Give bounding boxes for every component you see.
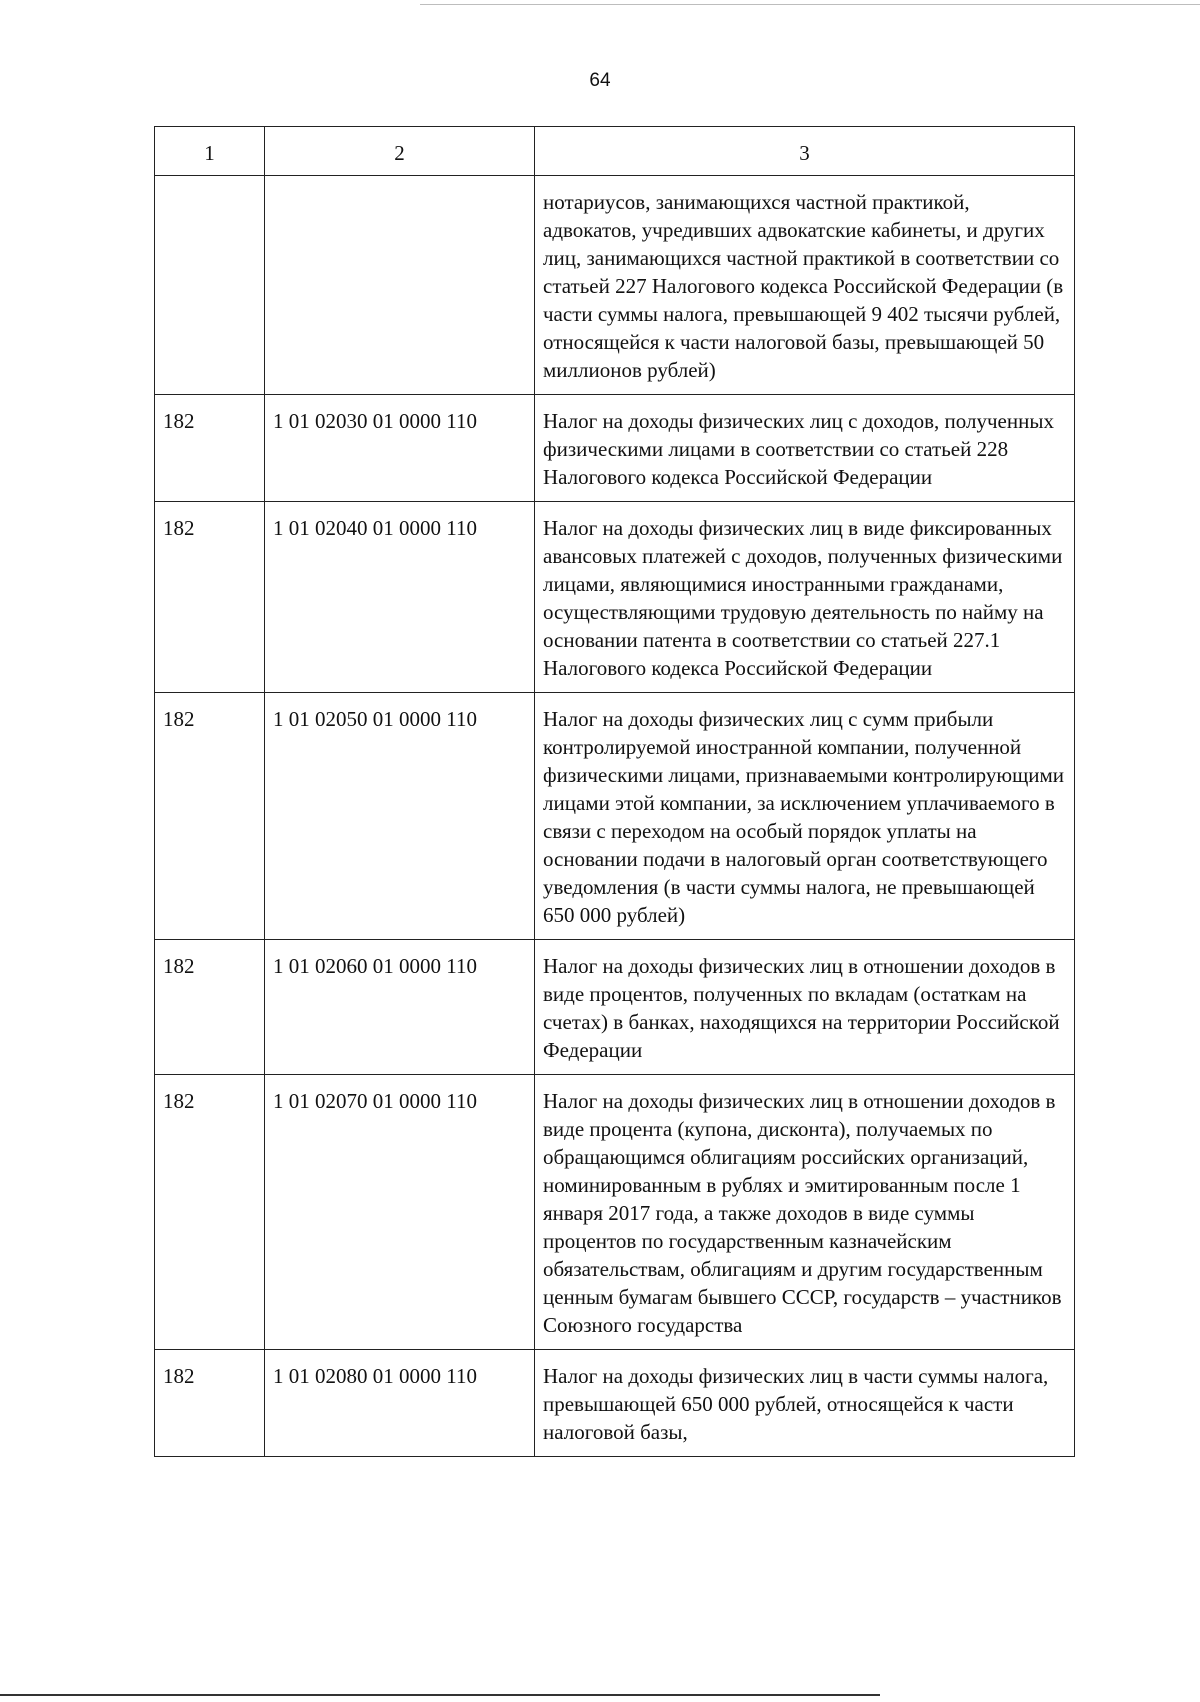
table-row bbox=[155, 1350, 1075, 1457]
page-number: 64 bbox=[589, 70, 611, 91]
description-cell: Налог на доходы физических лиц в отношении доходов в виде процента (купона, дисконта), получаемых по обращающимся облигациям российских организаций, номинированным в рублях и эмитированным после 1 января 2017 года, а также доходов в виде суммы процентов по государственным казначейским обязательствам, облигациям и другим государственным ценным бумагам бывшего СССР, государств – участников Союзного государства bbox=[535, 1075, 1075, 1350]
admin-code-cell: 182 bbox=[155, 940, 265, 1075]
revenue-codes-table bbox=[154, 126, 1075, 1457]
admin-code-cell: 182 bbox=[155, 1075, 265, 1350]
kbk-code-cell: 1 01 02030 01 0000 110 bbox=[265, 395, 535, 502]
table-row bbox=[155, 1075, 1075, 1350]
table-header-row bbox=[155, 127, 1075, 176]
table-row bbox=[155, 176, 1075, 395]
admin-code-cell: 182 bbox=[155, 1350, 265, 1457]
admin-code-cell bbox=[155, 176, 265, 395]
scan-edge-line-top bbox=[420, 4, 1200, 5]
kbk-code-cell: 1 01 02080 01 0000 110 bbox=[265, 1350, 535, 1457]
description-cell: Налог на доходы физических лиц в части суммы налога, превышающей 650 000 рублей, относящейся к части налоговой базы, bbox=[535, 1350, 1075, 1457]
header-cell-3: 3 bbox=[535, 127, 1075, 176]
admin-code-cell: 182 bbox=[155, 693, 265, 940]
table-row bbox=[155, 395, 1075, 502]
header-cell-1: 1 bbox=[155, 127, 265, 176]
table-row bbox=[155, 940, 1075, 1075]
description-cell: Налог на доходы физических лиц с сумм прибыли контролируемой иностранной компании, полученной физическими лицами, признаваемыми контролирующими лицами этой компании, за исключением уплачиваемого в связи с переходом на особый порядок уплаты на основании подачи в налоговый орган соответствующего уведомления (в части суммы налога, не превышающей 650 000 рублей) bbox=[535, 693, 1075, 940]
table-row bbox=[155, 502, 1075, 693]
description-cell: нотариусов, занимающихся частной практикой, адвокатов, учредивших адвокатские кабинеты, и других лиц, занимающихся частной практикой в соответствии со статьей 227 Налогового кодекса Российской Федерации (в части суммы налога, превышающей 9 402 тысячи рублей, относящейся к части налоговой базы, превышающей 50 миллионов рублей) bbox=[535, 176, 1075, 395]
kbk-code-cell: 1 01 02050 01 0000 110 bbox=[265, 693, 535, 940]
table-row bbox=[155, 693, 1075, 940]
header-cell-2: 2 bbox=[265, 127, 535, 176]
admin-code-cell: 182 bbox=[155, 502, 265, 693]
scan-edge-line-bottom bbox=[0, 1694, 880, 1696]
kbk-code-cell: 1 01 02040 01 0000 110 bbox=[265, 502, 535, 693]
description-cell: Налог на доходы физических лиц в отношении доходов в виде процентов, полученных по вкладам (остаткам на счетах) в банках, находящихся на территории Российской Федерации bbox=[535, 940, 1075, 1075]
kbk-code-cell: 1 01 02060 01 0000 110 bbox=[265, 940, 535, 1075]
kbk-code-cell: 1 01 02070 01 0000 110 bbox=[265, 1075, 535, 1350]
description-cell: Налог на доходы физических лиц с доходов, полученных физическими лицами в соответствии со статьей 228 Налогового кодекса Российской Федерации bbox=[535, 395, 1075, 502]
admin-code-cell: 182 bbox=[155, 395, 265, 502]
kbk-code-cell bbox=[265, 176, 535, 395]
description-cell: Налог на доходы физических лиц в виде фиксированных авансовых платежей с доходов, полученных физическими лицами, являющимися иностранными гражданами, осуществляющими трудовую деятельность по найму на основании патента в соответствии со статьей 227.1 Налогового кодекса Российской Федерации bbox=[535, 502, 1075, 693]
